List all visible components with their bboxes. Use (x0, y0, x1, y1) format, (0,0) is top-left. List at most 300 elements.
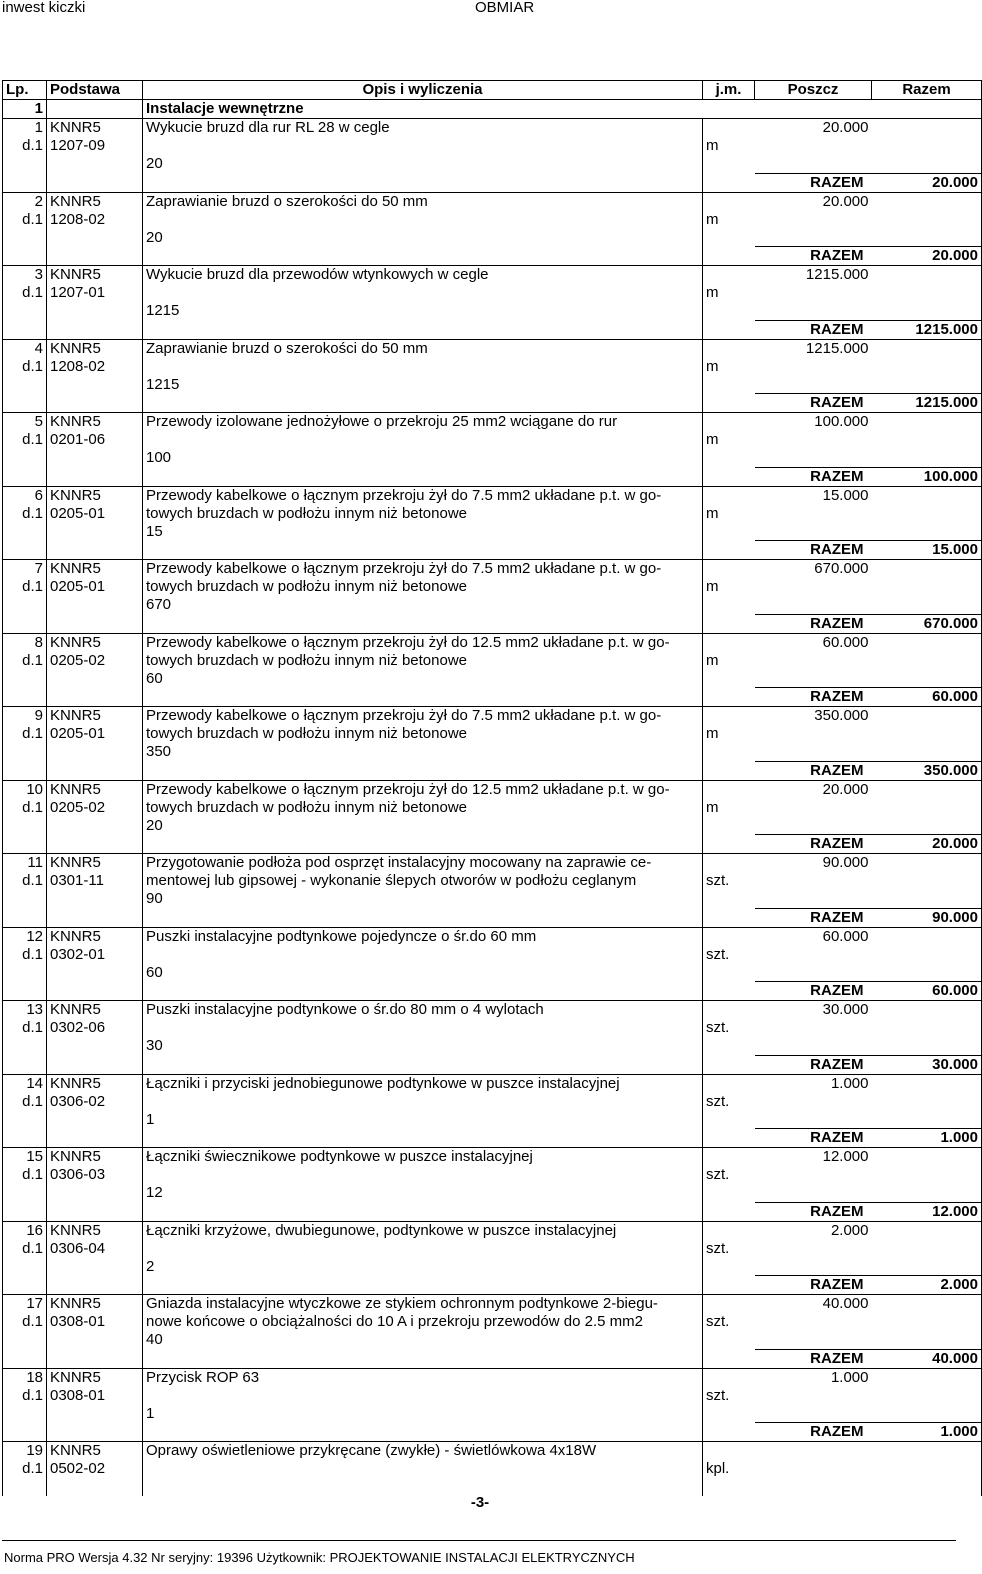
unit: m (703, 560, 755, 615)
razem-cell (872, 560, 982, 615)
position-row-2 (3, 1019, 982, 1037)
calculation-row (3, 229, 982, 247)
quantity-spacer (755, 155, 872, 173)
pod-spacer (47, 320, 143, 339)
description-line-1: Przewody kabelkowe o łącznym przekroju żył do 7.5 mm2 układane p.t. w go- (143, 707, 703, 726)
description-line-1: Łączniki i przyciski jednobiegunowe podtynkowe w puszce instalacyjnej (143, 1074, 703, 1093)
description-line-2: towych bruzdach w podłożu innym niż betonowe (143, 505, 703, 523)
lp-spacer (3, 908, 47, 927)
calculation: 2 (143, 1258, 703, 1276)
quantity-value: 350.000 (755, 707, 872, 726)
razem-value: 20.000 (872, 247, 982, 266)
description-line-1: Oprawy oświetleniowe przykręcane (zwykłe) - świetlówkowa 4x18W (143, 1442, 703, 1461)
calculation-row (3, 155, 982, 173)
description-line-1: Przewody kabelkowe o łącznym przekroju żył do 12.5 mm2 układane p.t. w go- (143, 780, 703, 799)
razem-label: RAZEM (755, 761, 872, 780)
razem-cell (872, 486, 982, 541)
description-line-2 (143, 211, 703, 229)
position-row (3, 633, 982, 652)
pod-spacer (47, 1184, 143, 1202)
position-sub: d.1 (3, 1387, 47, 1405)
calculation: 1215 (143, 376, 703, 394)
calculation: 1215 (143, 302, 703, 320)
pod-spacer (47, 817, 143, 835)
lp-spacer (3, 1405, 47, 1423)
catalog-base: KNNR5 (47, 192, 143, 211)
quantity-value: 1.000 (755, 1074, 872, 1093)
calculation: 20 (143, 817, 703, 835)
razem-row (3, 467, 982, 486)
position-sub: d.1 (3, 946, 47, 964)
pod-spacer (47, 523, 143, 541)
quantity-spacer (755, 578, 872, 596)
calculation: 670 (143, 596, 703, 614)
description-line-2 (143, 431, 703, 449)
quantity-spacer (755, 211, 872, 229)
lp-spacer (3, 449, 47, 467)
calculation: 12 (143, 1184, 703, 1202)
description-line-1: Łączniki świecznikowe podtynkowe w puszce instalacyjnej (143, 1148, 703, 1167)
pod-spacer (47, 376, 143, 394)
position-row (3, 192, 982, 211)
razem-spacer (143, 1129, 703, 1148)
position-number: 4 (3, 339, 47, 358)
position-row (3, 486, 982, 505)
calculation-row (3, 1258, 982, 1276)
catalog-base: KNNR5 (47, 633, 143, 652)
quantity-spacer (755, 652, 872, 670)
calculation: 1 (143, 1111, 703, 1129)
description-line-2 (143, 946, 703, 964)
jm-spacer (703, 320, 755, 339)
section-number: 1 (3, 100, 47, 119)
position-number: 10 (3, 780, 47, 799)
jm-spacer (703, 1202, 755, 1221)
position-sub: d.1 (3, 799, 47, 817)
jm-spacer (703, 394, 755, 413)
pod-spacer (47, 1055, 143, 1074)
position-row (3, 266, 982, 285)
quantity-value: 12.000 (755, 1148, 872, 1167)
jm-spacer (703, 1276, 755, 1295)
catalog-base: KNNR5 (47, 486, 143, 505)
razem-cell (872, 119, 982, 174)
position-sub: d.1 (3, 211, 47, 229)
calculation-row (3, 376, 982, 394)
lp-spacer (3, 1037, 47, 1055)
pod-spacer (47, 302, 143, 320)
razem-label: RAZEM (755, 835, 872, 854)
razem-cell (872, 707, 982, 762)
calculation-row (3, 1111, 982, 1129)
calculation-row (3, 964, 982, 982)
jm-spacer (703, 761, 755, 780)
col-opis: Opis i wyliczenia (143, 81, 703, 100)
position-row (3, 780, 982, 799)
description-line-2 (143, 1387, 703, 1405)
col-podstawa: Podstawa (47, 81, 143, 100)
razem-label: RAZEM (755, 541, 872, 560)
quantity-spacer (755, 1111, 872, 1129)
unit: szt. (703, 1368, 755, 1423)
footer-software-info: Norma PRO Wersja 4.32 Nr seryjny: 19396 Użytkownik: PROJEKTOWANIE INSTALACJI ELEKTRYCZNYCH (4, 1550, 635, 1565)
catalog-code: 0306-03 (47, 1166, 143, 1184)
lp-spacer (3, 1055, 47, 1074)
position-number: 14 (3, 1074, 47, 1093)
calculation-row (3, 1331, 982, 1349)
quantity-value: 670.000 (755, 560, 872, 579)
position-row (3, 560, 982, 579)
lp-spacer (3, 320, 47, 339)
lp-spacer (3, 229, 47, 247)
pod-spacer (47, 743, 143, 761)
razem-cell (872, 192, 982, 247)
position-row (3, 1001, 982, 1020)
position-row (3, 413, 982, 432)
quantity-value: 20.000 (755, 192, 872, 211)
position-row-2 (3, 946, 982, 964)
unit: m (703, 633, 755, 688)
catalog-base: KNNR5 (47, 1442, 143, 1461)
quantity-spacer (755, 743, 872, 761)
position-row (3, 1221, 982, 1240)
pod-spacer (47, 964, 143, 982)
jm-spacer (703, 982, 755, 1001)
position-row-2 (3, 137, 982, 155)
razem-value: 40.000 (872, 1349, 982, 1368)
razem-spacer (143, 835, 703, 854)
quantity-spacer (755, 1258, 872, 1276)
catalog-code: 0205-02 (47, 652, 143, 670)
pod-spacer (47, 467, 143, 486)
razem-spacer (143, 1055, 703, 1074)
jm-spacer (703, 688, 755, 707)
calculation-row (3, 817, 982, 835)
description-line-1: Przygotowanie podłoża pod osprzęt instalacyjny mocowany na zaprawie ce- (143, 854, 703, 873)
razem-spacer (143, 982, 703, 1001)
position-sub: d.1 (3, 652, 47, 670)
description-line-1: Przewody kabelkowe o łącznym przekroju żył do 12.5 mm2 układane p.t. w go- (143, 633, 703, 652)
description-line-2 (143, 1019, 703, 1037)
razem-row (3, 1202, 982, 1221)
pod-spacer (47, 1276, 143, 1295)
unit: m (703, 780, 755, 835)
lp-spacer (3, 467, 47, 486)
jm-spacer (703, 247, 755, 266)
razem-cell (872, 1074, 982, 1129)
quantity-spacer (755, 1184, 872, 1202)
jm-spacer (703, 1349, 755, 1368)
lp-spacer (3, 394, 47, 413)
quantity-spacer (755, 890, 872, 908)
jm-spacer (703, 835, 755, 854)
lp-spacer (3, 688, 47, 707)
position-sub: d.1 (3, 578, 47, 596)
catalog-base: KNNR5 (47, 927, 143, 946)
position-number: 17 (3, 1295, 47, 1314)
quantity-spacer (755, 817, 872, 835)
razem-value: 1.000 (872, 1423, 982, 1442)
calculation-row (3, 596, 982, 614)
unit: m (703, 266, 755, 321)
razem-label: RAZEM (755, 982, 872, 1001)
razem-value: 2.000 (872, 1276, 982, 1295)
quantity-value: 1215.000 (755, 339, 872, 358)
razem-spacer (143, 320, 703, 339)
catalog-code: 0308-01 (47, 1387, 143, 1405)
unit: kpl. (703, 1442, 755, 1497)
position-row-2 (3, 431, 982, 449)
razem-cell (872, 1148, 982, 1203)
lp-spacer (3, 302, 47, 320)
calculation: 60 (143, 670, 703, 688)
pod-spacer (47, 1331, 143, 1349)
razem-row (3, 1055, 982, 1074)
quantity-spacer (755, 1313, 872, 1331)
razem-label: RAZEM (755, 1055, 872, 1074)
calculation-row (3, 1184, 982, 1202)
quantity-value: 90.000 (755, 854, 872, 873)
description-line-2 (143, 1166, 703, 1184)
catalog-code: 1207-01 (47, 284, 143, 302)
razem-value: 90.000 (872, 908, 982, 927)
quantity-spacer (755, 449, 872, 467)
lp-spacer (3, 155, 47, 173)
quantity-spacer (755, 725, 872, 743)
razem-value: 670.000 (872, 614, 982, 633)
razem-value: 100.000 (872, 467, 982, 486)
calculation: 350 (143, 743, 703, 761)
razem-value: 1.000 (872, 1129, 982, 1148)
catalog-base: KNNR5 (47, 339, 143, 358)
position-row-2 (3, 1166, 982, 1184)
razem-label: RAZEM (755, 320, 872, 339)
pod-spacer (47, 1349, 143, 1368)
description-line-1: Zaprawianie bruzd o szerokości do 50 mm (143, 339, 703, 358)
catalog-code: 0502-02 (47, 1460, 143, 1478)
razem-row (3, 541, 982, 560)
position-number: 8 (3, 633, 47, 652)
position-row-2 (3, 1093, 982, 1111)
catalog-code: 0302-06 (47, 1019, 143, 1037)
razem-cell (872, 780, 982, 835)
col-poszcz: Poszcz (755, 81, 872, 100)
razem-row (3, 1423, 982, 1442)
position-sub: d.1 (3, 872, 47, 890)
razem-label: RAZEM (755, 247, 872, 266)
calculation-row (3, 449, 982, 467)
pod-spacer (47, 229, 143, 247)
catalog-base: KNNR5 (47, 266, 143, 285)
position-number: 2 (3, 192, 47, 211)
razem-cell (872, 339, 982, 394)
pod-spacer (47, 1258, 143, 1276)
quantity-spacer (755, 229, 872, 247)
razem-row (3, 394, 982, 413)
razem-label: RAZEM (755, 1276, 872, 1295)
catalog-code: 1208-02 (47, 211, 143, 229)
description-line-1: Przewody izolowane jednożyłowe o przekroju 25 mm2 wciągane do rur (143, 413, 703, 432)
position-sub: d.1 (3, 1460, 47, 1478)
pod-spacer (47, 173, 143, 192)
quantity-value: 1215.000 (755, 266, 872, 285)
position-row-2 (3, 652, 982, 670)
quantity-spacer (755, 431, 872, 449)
position-number: 18 (3, 1368, 47, 1387)
lp-spacer (3, 247, 47, 266)
unit: szt. (703, 1148, 755, 1203)
quantity-spacer (755, 1093, 872, 1111)
razem-spacer (143, 1349, 703, 1368)
razem-cell (872, 1295, 982, 1350)
lp-spacer (3, 173, 47, 192)
razem-cell (872, 1368, 982, 1423)
quantity-spacer (755, 523, 872, 541)
quantity-spacer (755, 1405, 872, 1423)
razem-spacer (143, 614, 703, 633)
lp-spacer (3, 964, 47, 982)
catalog-code: 0306-04 (47, 1240, 143, 1258)
pod-spacer (47, 247, 143, 266)
unit: szt. (703, 854, 755, 909)
lp-spacer (3, 817, 47, 835)
catalog-base: KNNR5 (47, 1074, 143, 1093)
description-line-2: mentowej lub gipsowej - wykonanie ślepych otworów w podłożu ceglanym (143, 872, 703, 890)
lp-spacer (3, 1331, 47, 1349)
quantity-spacer (755, 302, 872, 320)
lp-spacer (3, 614, 47, 633)
position-number: 11 (3, 854, 47, 873)
position-row-2 (3, 1240, 982, 1258)
quantity-value: 30.000 (755, 1001, 872, 1020)
description-line-1: Przewody kabelkowe o łącznym przekroju żył do 7.5 mm2 układane p.t. w go- (143, 486, 703, 505)
quantity-spacer (755, 505, 872, 523)
quantity-spacer (755, 358, 872, 376)
catalog-code: 1208-02 (47, 358, 143, 376)
description-line-1: Przycisk ROP 63 (143, 1368, 703, 1387)
calculation: 40 (143, 1331, 703, 1349)
lp-spacer (3, 1349, 47, 1368)
position-sub: d.1 (3, 284, 47, 302)
razem-row (3, 761, 982, 780)
pod-spacer (47, 761, 143, 780)
razem-cell (872, 1001, 982, 1056)
razem-cell (872, 927, 982, 982)
razem-row (3, 1129, 982, 1148)
catalog-base: KNNR5 (47, 1001, 143, 1020)
position-sub: d.1 (3, 1019, 47, 1037)
pod-spacer (47, 670, 143, 688)
unit: szt. (703, 927, 755, 982)
catalog-code: 0205-02 (47, 799, 143, 817)
razem-value: 12.000 (872, 1202, 982, 1221)
position-sub: d.1 (3, 725, 47, 743)
position-row-2 (3, 284, 982, 302)
unit: m (703, 707, 755, 762)
quantity-spacer (755, 376, 872, 394)
position-row-2 (3, 505, 982, 523)
quantity-value: 20.000 (755, 780, 872, 799)
lp-spacer (3, 376, 47, 394)
razem-label: RAZEM (755, 688, 872, 707)
description-line-1: Wykucie bruzd dla rur RL 28 w cegle (143, 119, 703, 138)
quantity-value: 100.000 (755, 413, 872, 432)
razem-cell (872, 854, 982, 909)
lp-spacer (3, 982, 47, 1001)
razem-spacer (143, 1423, 703, 1442)
lp-spacer (3, 743, 47, 761)
quantity-spacer (755, 1037, 872, 1055)
quantity-spacer (755, 284, 872, 302)
razem-row (3, 908, 982, 927)
col-jm: j.m. (703, 81, 755, 100)
quantity-spacer (755, 1019, 872, 1037)
catalog-base: KNNR5 (47, 1295, 143, 1314)
position-row (3, 1368, 982, 1387)
position-number: 7 (3, 560, 47, 579)
description-line-2: towych bruzdach w podłożu innym niż betonowe (143, 725, 703, 743)
lp-spacer (3, 890, 47, 908)
razem-label: RAZEM (755, 1129, 872, 1148)
footer-divider (2, 1540, 956, 1541)
description-line-2: towych bruzdach w podłożu innym niż betonowe (143, 799, 703, 817)
razem-spacer (143, 1276, 703, 1295)
pod-spacer (47, 449, 143, 467)
razem-value: 20.000 (872, 173, 982, 192)
calculation: 20 (143, 229, 703, 247)
pod-spacer (47, 908, 143, 927)
unit: szt. (703, 1295, 755, 1350)
position-sub: d.1 (3, 1093, 47, 1111)
col-lp: Lp. (3, 81, 47, 100)
razem-value: 60.000 (872, 982, 982, 1001)
table-header (3, 81, 982, 100)
lp-spacer (3, 761, 47, 780)
position-sub: d.1 (3, 137, 47, 155)
description-line-1: Puszki instalacyjne podtynkowe pojedyncze o śr.do 60 mm (143, 927, 703, 946)
position-row (3, 1295, 982, 1314)
quantity-value: 60.000 (755, 927, 872, 946)
position-row-2 (3, 1313, 982, 1331)
catalog-base: KNNR5 (47, 413, 143, 432)
position-sub: d.1 (3, 358, 47, 376)
quantity-value: 2.000 (755, 1221, 872, 1240)
calculation-row (3, 302, 982, 320)
razem-value: 30.000 (872, 1055, 982, 1074)
position-number: 12 (3, 927, 47, 946)
position-row (3, 1442, 982, 1461)
razem-label: RAZEM (755, 1423, 872, 1442)
description-line-1: Przewody kabelkowe o łącznym przekroju żył do 7.5 mm2 układane p.t. w go- (143, 560, 703, 579)
pod-spacer (47, 596, 143, 614)
quantity-value: 20.000 (755, 119, 872, 138)
pod-spacer (47, 1202, 143, 1221)
razem-row (3, 320, 982, 339)
calculation: 100 (143, 449, 703, 467)
razem-cell (872, 413, 982, 468)
position-row (3, 1148, 982, 1167)
razem-spacer (143, 908, 703, 927)
razem-cell (872, 1221, 982, 1276)
razem-label: RAZEM (755, 1349, 872, 1368)
lp-spacer (3, 1111, 47, 1129)
razem-spacer (143, 394, 703, 413)
position-row-2 (3, 578, 982, 596)
razem-spacer (143, 541, 703, 560)
razem-row (3, 173, 982, 192)
description-line-2 (143, 1093, 703, 1111)
lp-spacer (3, 1276, 47, 1295)
